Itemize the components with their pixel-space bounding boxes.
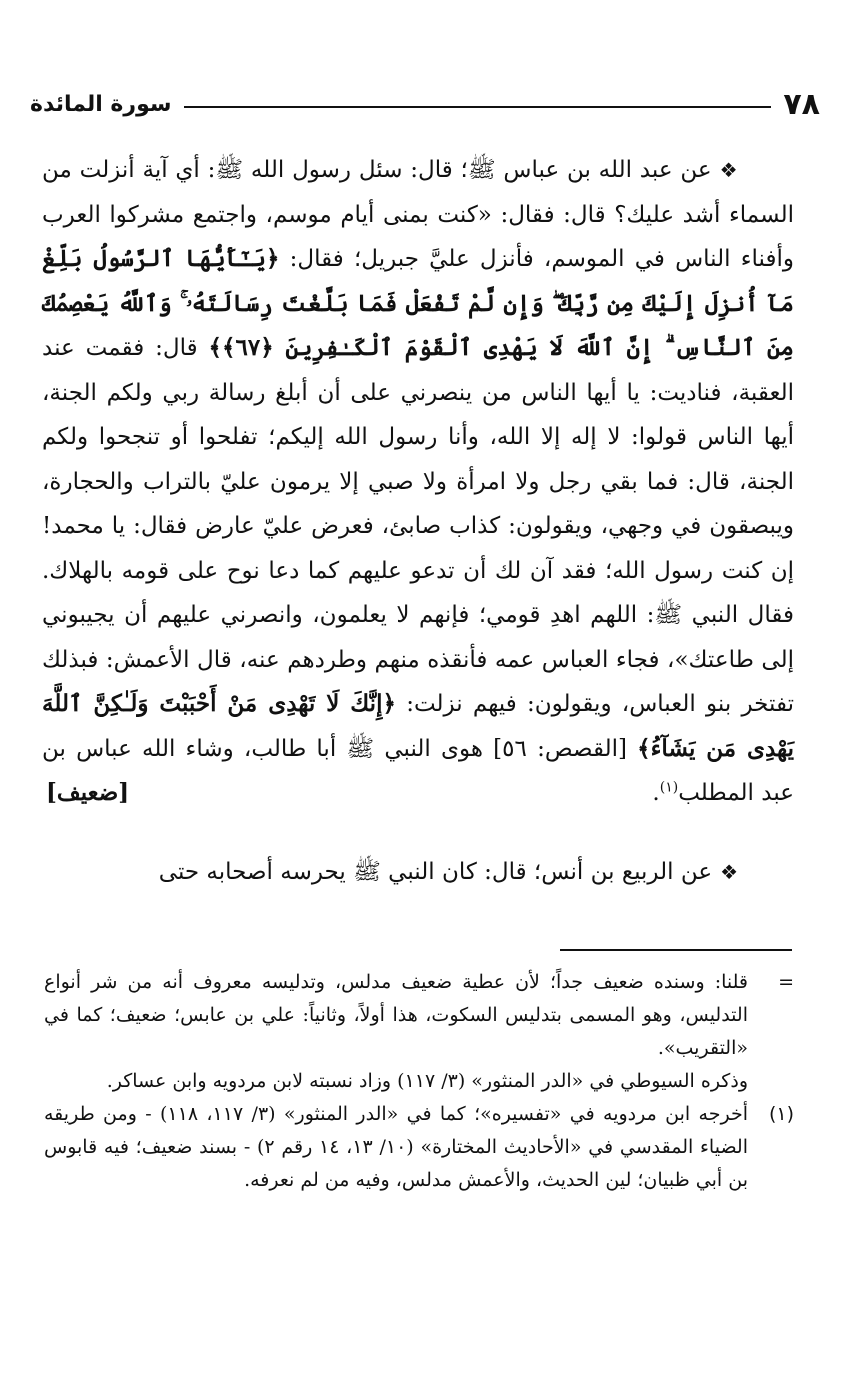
footnote-reference[interactable]: (١): [659, 779, 679, 796]
footnote-text: وذكره السيوطي في «الدر المنثور» (٣/ ١١٧) وزاد نسبته لابن مردويه وابن عساكر.: [106, 1070, 748, 1092]
hadith-text: عن الربيع بن أنس؛ قال: كان النبي ﷺ يحرسه أصحابه حتى: [158, 858, 713, 885]
hadith-text: قال: فقمت عند العقبة، فناديت: يا أيها الناس من ينصرني على أن أبلغ رسالة ربي ولكم الجنة، أيها الناس قولوا: لا إله إلا الله، وأنا رسول الله إليكم؛ تفلحوا أو تنجحوا ولكم الجنة، قال: فما بقي رجل ولا امرأة ولا صبي إلا يرمون عليّ بالتراب والحجارة، ويبصقون في وجهي، ويقولون: كذاب صابئ، فعرض عليّ عارض فقال: يا محمد! إن كنت رسول الله؛ فقد آن لك أن تدعو عليهم كما دعا نوح على قومه بالهلاك. فقال النبي ﷺ: اللهم اهدِ قومي؛ فإنهم لا يعلمون، وانصرني عليهم أن يجيبوني إلى طاعتك»، فجاء العباس عمه فأنقذه منهم وطردهم عنه، قال الأعمش: فبذلك تفتخر بنو العباس، ويقولون: فيهم نزلت:: [42, 335, 794, 717]
surah-title: سورة المائدة: [30, 91, 172, 117]
bullet-icon: ❖: [719, 158, 738, 182]
page-number: ٧٨: [783, 86, 820, 122]
footnote-text: قلنا: وسنده ضعيف جداً؛ لأن عطية ضعيف مدلس، وتدليسه معروف أنه من شر أنواع التدليس، وهو المسمى بتدليس السكوت، هذا أولاً، وثانياً: علي بن عابس؛ ضعيف؛ كما في «التقريب».: [44, 971, 748, 1059]
bullet-icon: ❖: [720, 859, 738, 884]
footnote-separator: [560, 949, 792, 951]
footnotes: [44, 966, 794, 1197]
footnote-body: [44, 1098, 748, 1197]
hadith-text: .: [652, 780, 660, 806]
running-header: [30, 84, 820, 124]
footnote-body: [44, 966, 748, 1098]
footnote-continued: [44, 966, 794, 1098]
header-rule: [184, 106, 772, 108]
grade-label: [ضعيف]: [46, 779, 130, 806]
footnote-mark: (١): [768, 1103, 794, 1125]
footnote-text: أخرجه ابن مردويه في «تفسيره»؛ كما في «الدر المنثور» (٣/ ١١٧، ١١٨) - ومن طريقه الضياء المقدسي في «الأحاديث المختارة» (١٠/ ١٣، ١٤ رقم ٢) - بسند ضعيف؛ فيه قابوس بن أبي ظبيان؛ لين الحديث، والأعمش مدلس، وفيه من لم نعرفه.: [44, 1103, 748, 1191]
main-text: [42, 148, 794, 894]
quran-verse: ﴿إِنَّكَ لَا تَهْدِى مَنْ أَحْبَبْتَ وَلَـٰكِنَّ ٱللَّهَ يَهْدِى مَن يَشَآءُ﴾: [42, 690, 795, 762]
hadith-text: عن عبد الله بن عباس ﷺ؛ قال: سئل رسول الله ﷺ: أي آية أنزلت من السماء أشد عليك؟ قال: فقال: «كنت بمنى أيام موسم، واجتمع مشركوا العرب وأفناء الناس في الموسم، فأنزل عليَّ جبريل؛ فقال:: [42, 157, 794, 272]
hadith-text: [القصص: ٥٦] هوى النبي ﷺ أبا طالب، وشاء الله عباس بن عبد المطلب: [42, 735, 794, 806]
footnote-mark: =: [778, 971, 794, 993]
hadith-paragraph-2: [42, 850, 794, 895]
footnote-1: [44, 1098, 794, 1197]
quran-verse: ﴿يَـٰٓأَيُّهَا ٱلرَّسُولُ بَلِّغْ مَآ أُنزِلَ إِلَيْكَ مِن رَّبِّكَ ۖ وَإِن لَّمْ تَفْعَلْ فَمَا بَلَّغْتَ رِسَالَتَهُۥ ۚ وَٱللَّهُ يَعْصِمُكَ مِنَ ٱلنَّاسِ ۗ إِنَّ ٱللَّهَ لَا يَهْدِى ٱلْقَوْمَ ٱلْكَـٰفِرِينَ ﴿٦٧﴾﴾: [42, 245, 794, 361]
hadith-paragraph-1: [42, 148, 794, 816]
